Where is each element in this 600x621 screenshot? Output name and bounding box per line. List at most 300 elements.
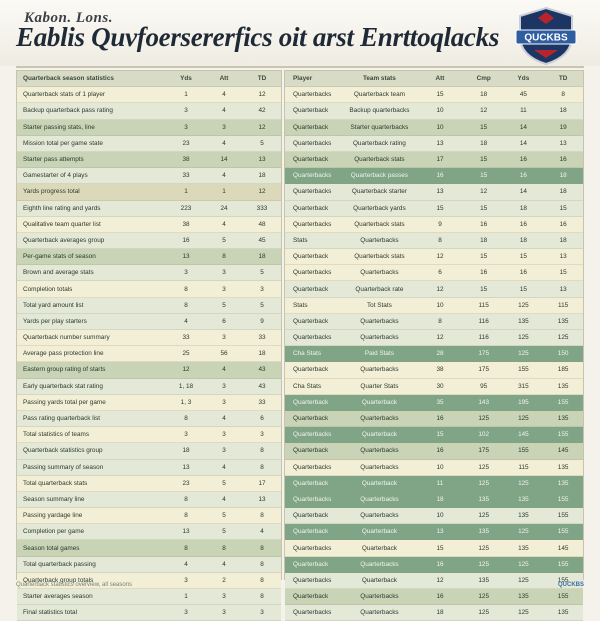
table-cell: 4: [222, 495, 226, 503]
table-cell: 135: [518, 544, 529, 552]
table-cell: 145: [557, 544, 569, 552]
table-cell: 5: [222, 512, 226, 520]
table-cell: 16: [519, 269, 527, 277]
table-cell: 3: [260, 609, 264, 617]
row-label: Total yard amount list: [23, 301, 84, 309]
row-label: Average pass protection line: [23, 350, 104, 358]
row-label: Quarterback: [293, 253, 329, 261]
table-cell: 18: [559, 107, 567, 115]
table-cell: 125: [518, 576, 529, 584]
table-cell: 9: [438, 220, 442, 228]
table-row: [17, 460, 281, 476]
table-cell: Starter quarterbacks: [350, 123, 409, 131]
table-cell: Quarterback: [361, 479, 397, 487]
table-cell: 18: [480, 91, 488, 99]
row-label: Quarterbacks: [293, 172, 332, 180]
table-cell: 135: [478, 495, 490, 503]
row-label: Quarterbacks: [293, 495, 332, 503]
header-subtitle: Kabon. Lons.: [24, 10, 113, 26]
table-cell: 18: [559, 188, 567, 196]
table-cell: 125: [478, 609, 490, 617]
row-label: Total statistics of teams: [23, 431, 90, 439]
table-cell: 16: [436, 447, 444, 455]
table-cell: 16: [436, 415, 444, 423]
table-cell: Quarterbacks: [360, 236, 399, 244]
table-cell: 16: [436, 560, 444, 568]
table-cell: 18: [182, 447, 190, 455]
row-label: Eastern group rating of starts: [23, 366, 106, 374]
table-cell: 18: [258, 172, 266, 180]
table-cell: 15: [480, 123, 488, 131]
table-cell: 8: [184, 512, 188, 520]
table-cell: 3: [260, 285, 264, 293]
table-cell: 95: [480, 382, 488, 390]
table-cell: 15: [436, 204, 444, 212]
table-cell: 4: [222, 172, 226, 180]
table-cell: 115: [518, 463, 529, 471]
table-cell: 28: [436, 350, 444, 358]
table-cell: 35: [436, 398, 444, 406]
table-cell: 12: [436, 253, 444, 261]
table-row: [285, 540, 583, 556]
row-label: Quarterbacks: [293, 269, 332, 277]
table-row: [285, 120, 583, 136]
table-cell: 3: [222, 382, 226, 390]
row-label: Cha Stats: [293, 350, 322, 358]
table-cell: 42: [258, 107, 266, 115]
column-header: TD: [257, 75, 267, 83]
table-row: [17, 314, 281, 330]
table-cell: Quarterback yards: [353, 204, 406, 212]
row-label: Quarterbacks: [293, 544, 332, 552]
table-cell: 38: [436, 366, 444, 374]
table-cell: 18: [559, 172, 567, 180]
table-cell: 43: [258, 366, 266, 374]
table-cell: 10: [436, 463, 444, 471]
page-footer: [16, 582, 584, 596]
table-cell: Quarterbacks: [360, 447, 399, 455]
row-label: Quarterback: [293, 528, 329, 536]
table-cell: 14: [519, 139, 527, 147]
table-cell: 5: [222, 301, 226, 309]
table-cell: Quarterbacks: [360, 609, 399, 617]
table-row: [285, 395, 583, 411]
column-header: Player: [293, 75, 313, 83]
table-row: [285, 201, 583, 217]
row-label: Pass rating quarterback list: [23, 415, 101, 423]
table-cell: 16: [559, 156, 567, 164]
table-row: [285, 217, 583, 233]
table-cell: 135: [518, 593, 529, 601]
table-cell: 8: [184, 544, 188, 552]
table-cell: 13: [182, 253, 190, 261]
table-row: [285, 330, 583, 346]
table-cell: 1: [184, 593, 188, 601]
table-row: [285, 411, 583, 427]
table-cell: 13: [182, 463, 190, 471]
table-cell: 3: [222, 123, 226, 131]
table-cell: 125: [478, 512, 490, 520]
row-label: Quarterbacks: [293, 220, 332, 228]
table-cell: 38: [182, 156, 190, 164]
table-row: [17, 346, 281, 362]
table-cell: 145: [557, 447, 569, 455]
table-cell: 116: [478, 334, 489, 342]
table-cell: 15: [436, 431, 444, 439]
table-cell: 12: [436, 576, 444, 584]
table-cell: 135: [478, 576, 490, 584]
row-label: Quarterback: [293, 447, 329, 455]
table-cell: 4: [222, 560, 226, 568]
table-cell: 4: [222, 91, 226, 99]
table-cell: 1: [222, 188, 226, 196]
row-label: Brown and average stats: [23, 269, 94, 277]
table-cell: 13: [258, 156, 266, 164]
table-cell: 12: [182, 366, 190, 374]
table-cell: 3: [184, 431, 188, 439]
row-label: Mission total per game state: [23, 139, 103, 147]
table-cell: 3: [222, 398, 226, 406]
row-label: Final statistics total: [23, 609, 77, 617]
row-label: Total quarterback passing: [23, 560, 96, 568]
row-label: Season total games: [23, 544, 80, 552]
table-cell: 155: [557, 512, 569, 520]
table-cell: 125: [478, 593, 490, 601]
table-cell: 6: [260, 415, 264, 423]
table-cell: Quarterbacks: [360, 415, 399, 423]
table-cell: 3: [184, 609, 188, 617]
table-cell: Quarterbacks: [360, 560, 399, 568]
table-cell: 3: [222, 285, 226, 293]
table-row: [285, 427, 583, 443]
table-cell: 125: [518, 301, 529, 309]
table-row: [17, 103, 281, 119]
table-cell: 18: [519, 204, 527, 212]
table-cell: Quarterbacks: [360, 495, 399, 503]
row-label: Quarterback statistics group: [23, 447, 103, 455]
row-label: Passing yards total per game: [23, 398, 106, 406]
table-cell: 135: [518, 317, 529, 325]
table-cell: 150: [557, 350, 569, 358]
row-label: Qualitative team quarter list: [23, 220, 101, 228]
table-cell: 125: [518, 479, 529, 487]
row-label: Cha Stats: [293, 382, 322, 390]
table-row: [285, 168, 583, 184]
table-cell: 16: [480, 269, 488, 277]
table-cell: 12: [436, 285, 444, 293]
table-cell: Quarterback stats: [354, 156, 405, 164]
footer-brand: QUCKBS: [557, 582, 584, 588]
table-row: [17, 152, 281, 168]
table-cell: 4: [222, 220, 226, 228]
row-label: Eighth line rating and yards: [23, 204, 101, 212]
table-cell: 4: [222, 415, 226, 423]
table-cell: 125: [518, 415, 529, 423]
table-row: [285, 460, 583, 476]
table-row: [285, 298, 583, 314]
row-label: Gamestarter of 4 plays: [23, 172, 88, 180]
table-cell: 18: [519, 236, 527, 244]
header-divider: [16, 66, 584, 68]
table-cell: Quarterback stats: [354, 253, 405, 261]
table-row: [17, 476, 281, 492]
table-cell: 13: [559, 139, 567, 147]
table-cell: 9: [260, 317, 264, 325]
table-cell: 16: [436, 172, 444, 180]
table-row: [285, 524, 583, 540]
table-row: [285, 362, 583, 378]
table-cell: 24: [220, 204, 228, 212]
table-row: [285, 492, 583, 508]
table-cell: 14: [519, 188, 527, 196]
team-shield-logo: [514, 6, 578, 66]
row-label: Quarterbacks: [293, 463, 332, 471]
column-header: Yds: [180, 75, 192, 83]
table-cell: 5: [260, 269, 264, 277]
table-cell: 19: [559, 123, 567, 131]
logo-text: QUCKBS: [524, 32, 568, 44]
table-cell: 3: [184, 123, 188, 131]
row-label: Quarterback number summary: [23, 334, 110, 342]
table-cell: 333: [256, 204, 268, 212]
table-cell: 1: [184, 91, 188, 99]
table-cell: 5: [222, 479, 226, 487]
table-row: [285, 443, 583, 459]
row-label: Total quarterback stats: [23, 479, 88, 487]
table-cell: 16: [519, 172, 527, 180]
row-label: Quarterback: [293, 479, 329, 487]
table-cell: 135: [557, 479, 569, 487]
table-cell: 315: [518, 382, 529, 390]
table-cell: 185: [557, 366, 569, 374]
table-cell: 10: [436, 512, 444, 520]
table-cell: 13: [436, 139, 444, 147]
row-label: Quarterbacks: [293, 609, 332, 617]
table-cell: Quarterbacks: [360, 463, 399, 471]
table-cell: 15: [519, 253, 527, 261]
table-cell: 15: [559, 269, 567, 277]
table-cell: 4: [222, 107, 226, 115]
column-header: TD: [558, 75, 568, 83]
table-cell: 12: [258, 123, 266, 131]
column-header: Cmp: [476, 75, 491, 83]
table-cell: 18: [258, 253, 266, 261]
table-row: [285, 379, 583, 395]
table-cell: 3: [222, 447, 226, 455]
table-cell: Quarterback: [361, 528, 397, 536]
table-cell: 10: [436, 301, 444, 309]
table-cell: 6: [438, 269, 442, 277]
table-cell: 4: [260, 528, 264, 536]
table-cell: 56: [220, 350, 228, 358]
table-cell: 8: [260, 512, 264, 520]
column-header: Att: [435, 75, 445, 83]
table-cell: 8: [260, 560, 264, 568]
table-cell: 155: [557, 398, 569, 406]
table-cell: 155: [518, 366, 529, 374]
table-cell: 4: [222, 463, 226, 471]
table-row: [17, 201, 281, 217]
page-header: [0, 0, 600, 66]
column-header: Att: [219, 75, 229, 83]
row-label: Quarterbacks: [293, 139, 332, 147]
table-row: [17, 492, 281, 508]
table-cell: 125: [478, 415, 490, 423]
table-row: [17, 508, 281, 524]
table-cell: 43: [258, 382, 266, 390]
table-row: [17, 249, 281, 265]
table-cell: 195: [518, 398, 529, 406]
table-cell: Quarter Stats: [360, 382, 399, 390]
table-cell: 8: [561, 91, 565, 99]
table-cell: 125: [518, 528, 529, 536]
table-cell: Quarterback: [361, 431, 397, 439]
table-cell: 5: [222, 528, 226, 536]
table-row: [285, 103, 583, 119]
table-cell: 125: [478, 544, 490, 552]
table-cell: 18: [436, 495, 444, 503]
table-row: [17, 605, 281, 621]
table-cell: 8: [260, 447, 264, 455]
row-label: Yards per play starters: [23, 317, 87, 325]
table-cell: 23: [182, 139, 190, 147]
row-label: Starter passing stats, line: [23, 123, 95, 131]
row-label: Starter pass attempts: [23, 156, 84, 164]
table-cell: 5: [260, 301, 264, 309]
table-cell: 33: [258, 398, 266, 406]
table-cell: 17: [436, 156, 444, 164]
table-cell: 8: [260, 544, 264, 552]
table-cell: 143: [478, 398, 490, 406]
table-cell: 10: [436, 123, 444, 131]
table-row: [285, 265, 583, 281]
table-cell: Quarterbacks: [360, 366, 399, 374]
table-cell: 17: [258, 479, 266, 487]
row-label: Season summary line: [23, 495, 85, 503]
table-cell: 8: [222, 544, 226, 552]
table-cell: 8: [184, 495, 188, 503]
table-cell: 13: [559, 285, 567, 293]
table-cell: Quarterback passes: [350, 172, 408, 180]
table-cell: 3: [222, 334, 226, 342]
table-row: [285, 346, 583, 362]
table-cell: 13: [182, 528, 190, 536]
table-row: [17, 443, 281, 459]
table-cell: 18: [480, 139, 488, 147]
table-cell: Tot Stats: [366, 301, 392, 309]
table-cell: 33: [258, 334, 266, 342]
table-cell: 125: [478, 479, 490, 487]
row-label: Passing yardage line: [23, 512, 83, 520]
table-cell: 11: [520, 107, 527, 115]
row-label: Quarterback stats of 1 player: [23, 91, 106, 99]
row-label: Quarterbacks: [293, 91, 332, 99]
table-cell: 135: [557, 463, 569, 471]
table-cell: Quarterbacks: [360, 334, 399, 342]
table-cell: 15: [559, 204, 567, 212]
table-row: [285, 152, 583, 168]
row-label: Backup quarterback pass rating: [23, 107, 113, 115]
table-cell: Quarterbacks: [360, 593, 399, 601]
table-cell: 3: [222, 609, 226, 617]
table-cell: 2: [222, 576, 226, 584]
table-cell: 23: [182, 479, 190, 487]
table-cell: 3: [184, 107, 188, 115]
table-row: [17, 265, 281, 281]
table-cell: 18: [436, 609, 444, 617]
table-cell: 33: [182, 334, 190, 342]
row-label: Starter averages season: [23, 593, 93, 601]
table-row: [17, 87, 281, 103]
table-cell: 8: [260, 463, 264, 471]
column-header: Yds: [517, 75, 530, 83]
table-cell: 155: [557, 431, 569, 439]
table-cell: 16: [480, 220, 488, 228]
table-row: [285, 508, 583, 524]
table-cell: 15: [480, 253, 488, 261]
row-label: Quarterback: [293, 593, 329, 601]
table-cell: 135: [557, 317, 569, 325]
table-cell: 125: [518, 560, 529, 568]
table-cell: 116: [478, 317, 489, 325]
table-cell: 25: [182, 350, 190, 358]
table-cell: Quarterback: [361, 576, 397, 584]
table-cell: 14: [519, 123, 527, 131]
table-cell: 12: [480, 107, 488, 115]
table-cell: 155: [557, 593, 569, 601]
table-cell: 175: [478, 350, 490, 358]
table-cell: 135: [518, 495, 529, 503]
table-cell: 16: [559, 220, 567, 228]
row-label: Quarterback: [293, 317, 329, 325]
table-cell: 5: [260, 139, 264, 147]
table-row: [285, 314, 583, 330]
table-row: [285, 281, 583, 297]
table-cell: 3: [222, 593, 226, 601]
table-cell: 13: [436, 528, 444, 536]
table-cell: 115: [558, 301, 569, 309]
table-cell: 15: [480, 204, 488, 212]
table-cell: 6: [222, 317, 226, 325]
table-cell: 223: [180, 204, 192, 212]
table-cell: 10: [436, 107, 444, 115]
table-row: [17, 427, 281, 443]
table-cell: 135: [478, 528, 490, 536]
table-cell: 33: [182, 172, 190, 180]
table-cell: 3: [260, 431, 264, 439]
table-row: [285, 136, 583, 152]
table-cell: 16: [436, 593, 444, 601]
row-label: Quarterback: [293, 415, 329, 423]
table-cell: 4: [222, 366, 226, 374]
table-row: [17, 540, 281, 556]
table-cell: 102: [478, 431, 490, 439]
row-label: Stats: [293, 301, 308, 309]
table-cell: 12: [258, 188, 266, 196]
row-label: Yards progress total: [23, 188, 80, 196]
table-cell: 18: [559, 236, 567, 244]
table-cell: 48: [258, 220, 266, 228]
table-cell: 16: [182, 236, 190, 244]
row-label: Quarterback: [293, 204, 329, 212]
table-cell: 18: [480, 236, 488, 244]
table-cell: Paid Stats: [364, 350, 394, 358]
table-cell: 15: [519, 285, 527, 293]
row-label: Quarterbacks: [293, 576, 332, 584]
row-label: Quarterbacks: [293, 334, 332, 342]
table-cell: 16: [519, 220, 527, 228]
table-cell: 125: [518, 350, 529, 358]
